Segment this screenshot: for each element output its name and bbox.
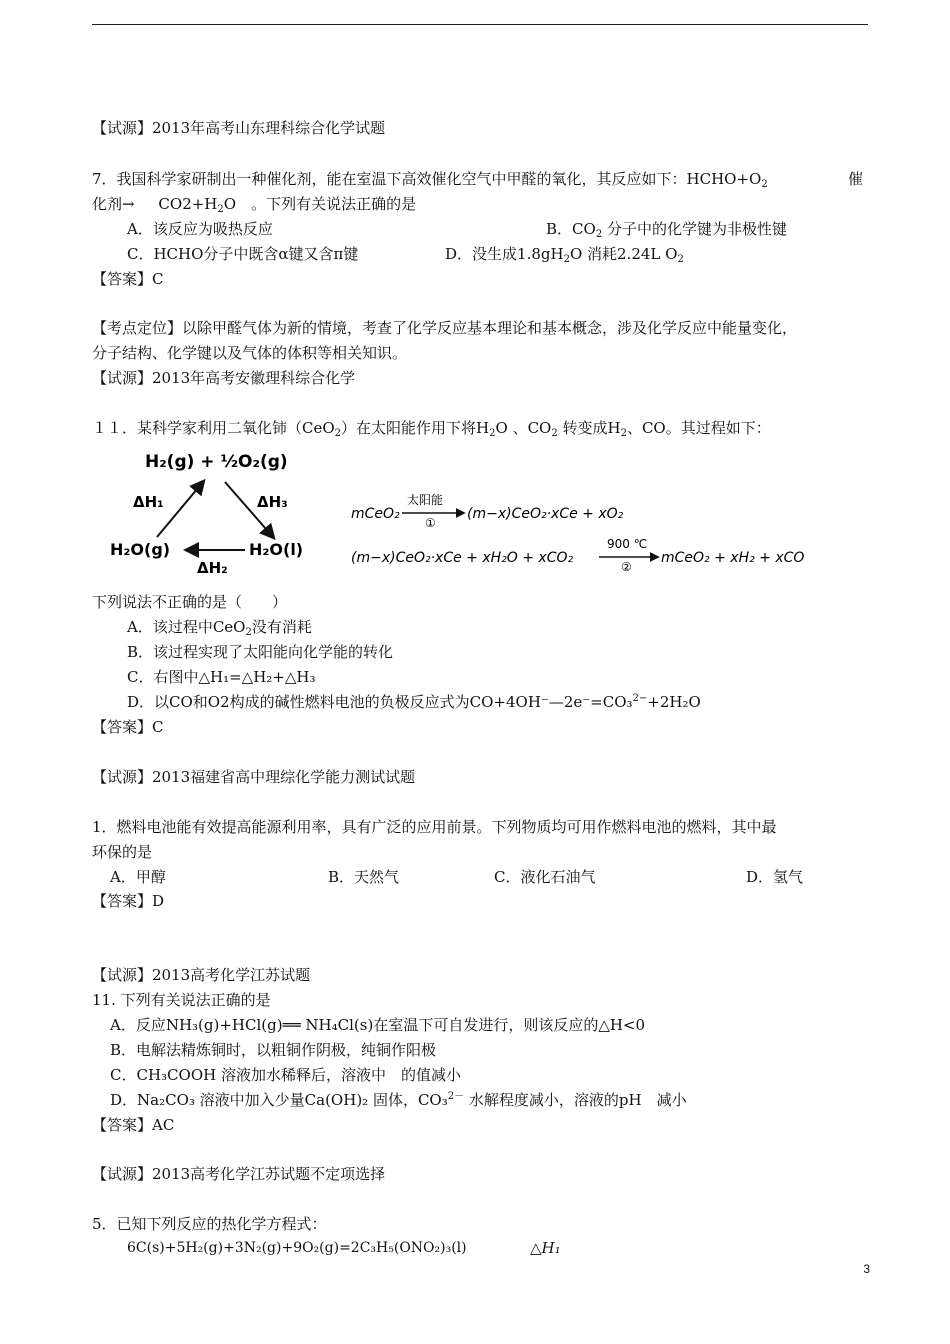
q1-stem-line2: 环保的是 — [92, 843, 153, 861]
q11b-option-b: B．电解法精炼铜时，以粗铜作阴极，纯铜作阳极 — [110, 1041, 437, 1059]
eq2-condition: 900 ℃ — [607, 537, 648, 551]
q11b-option-a: A．反应NH₃(g)+HCl(g)══ NH₄Cl(s)在室温下可自发进行，则该反应的△H<0 — [110, 1016, 646, 1034]
q7-stem-line2: 化剂→ $CO2+H_2O$ 。下列有关说法正确的是 — [92, 195, 417, 215]
q11-option-c: C．右图中△H₁=△H₂+△H₃ — [127, 668, 316, 686]
cycle-top-label: H₂(g) + ½O₂(g) — [145, 452, 288, 472]
q11-stem: １１．某科学家利用二氧化铈（CeO$_2$）在太阳能作用下将$H_2O$ 、$CO_2$ 转变成$H_2$、CO。其过程如下： — [92, 419, 771, 439]
label-dh1: ΔH₁ — [133, 493, 164, 511]
q1-option-a: A．甲醇 — [110, 868, 166, 886]
point-line2: 分子结构、化学键以及气体的体积等相关知识。 — [92, 344, 408, 362]
q11-answer: 【答案】C — [92, 718, 164, 736]
q11b-option-c: C．CH₃COOH 溶液加水稀释后，溶液中 的值减小 — [110, 1066, 461, 1084]
source-jiangsu-multi: 【试源】2013高考化学江苏试题不定项选择 — [92, 1165, 386, 1183]
q7-option-b: B．$CO_2$ 分子中的化学键为非极性键 — [546, 220, 787, 240]
q5-equation: 6C(s)+5H₂(g)+3N₂(g)+9O₂(g)=2C₃H₅(ONO₂)₃(l) — [127, 1240, 467, 1256]
q7-catalyst-char: 催 — [848, 170, 864, 188]
eq1-left: mCeO₂ — [351, 506, 400, 522]
eq2-left: (m−x)CeO₂·xCe + xH₂O + xCO₂ — [351, 550, 574, 566]
eq2-step: ② — [621, 560, 632, 574]
source-jiangsu: 【试源】2013高考化学江苏试题 — [92, 966, 311, 984]
q11-option-b: B．该过程实现了太阳能向化学能的转化 — [127, 643, 394, 661]
eq2-right: mCeO₂ + xH₂ + xCO — [661, 550, 805, 566]
q7-answer: 【答案】C — [92, 270, 164, 288]
q1-option-b: B．天然气 — [328, 868, 400, 886]
eq1-right: (m−x)CeO₂·xCe + xO₂ — [467, 506, 624, 522]
label-right: H₂O(l) — [249, 540, 304, 559]
label-dh2: ΔH₂ — [197, 559, 228, 577]
q11b-option-d: D．Na₂CO₃ 溶液中加入少量Ca(OH)₂ 固体，CO₃$^{2-}$ 水解程度减小，溶液的pH 减小 — [110, 1091, 687, 1109]
eq1-condition: 太阳能 — [407, 493, 444, 507]
source-shandong: 【试源】2013年高考山东理科综合化学试题 — [92, 119, 386, 137]
point-line1: 【考点定位】以除甲醛气体为新的情境，考查了化学反应基本理论和基本概念，涉及化学反应中能量变化， — [92, 319, 798, 337]
q7-stem-line1: 7．我国科学家研制出一种催化剂，能在室温下高效催化空气中甲醛的氧化，其反应如下：$HCHO+O_2$ — [92, 170, 768, 190]
q5-stem: 5．已知下列反应的热化学方程式： — [92, 1215, 327, 1233]
q1-option-c: C．液化石油气 — [494, 868, 596, 886]
q11-option-d: D．以CO和O2构成的碱性燃料电池的负极反应式为CO+4OH⁻—2e⁻=CO₃$^{2-}$+2H₂O — [127, 693, 701, 711]
q7-option-c: C．HCHO分子中既含α键又含π键 — [127, 245, 359, 263]
eq1-step: ① — [425, 516, 436, 530]
page-number: 3 — [863, 1262, 870, 1276]
q1-stem-line1: 1．燃料电池能有效提高能源利用率，具有广泛的应用前景。下列物质均可用作燃料电池的燃料，其中最 — [92, 818, 777, 836]
label-dh3: ΔH₃ — [257, 493, 288, 511]
q11b-stem: 11. 下列有关说法正确的是 — [92, 991, 271, 1009]
label-left: H₂O(g) — [110, 540, 171, 559]
q7-option-d: D．没生成$1.8gH_2O$ 消耗2.24L $O_2$ — [445, 245, 684, 265]
q1-answer: 【答案】D — [92, 892, 165, 910]
q5-delta-h: △H₁ — [530, 1239, 561, 1257]
reaction-equations — [345, 484, 825, 576]
source-anhui: 【试源】2013年高考安徽理科综合化学 — [92, 369, 356, 387]
arrow-dh1 — [157, 482, 203, 537]
q1-option-d: D．氢气 — [746, 868, 804, 886]
header-rule — [92, 24, 868, 25]
energy-cycle-diagram — [105, 442, 320, 577]
q11b-answer: 【答案】AC — [92, 1116, 175, 1134]
q7-option-a: A．该反应为吸热反应 — [127, 220, 273, 238]
source-fujian: 【试源】2013福建省高中理综化学能力测试试题 — [92, 768, 416, 786]
q11-question: 下列说法不正确的是（ ） — [92, 593, 288, 611]
q11-option-a: A．该过程中CeO$_2$没有消耗 — [127, 618, 312, 638]
